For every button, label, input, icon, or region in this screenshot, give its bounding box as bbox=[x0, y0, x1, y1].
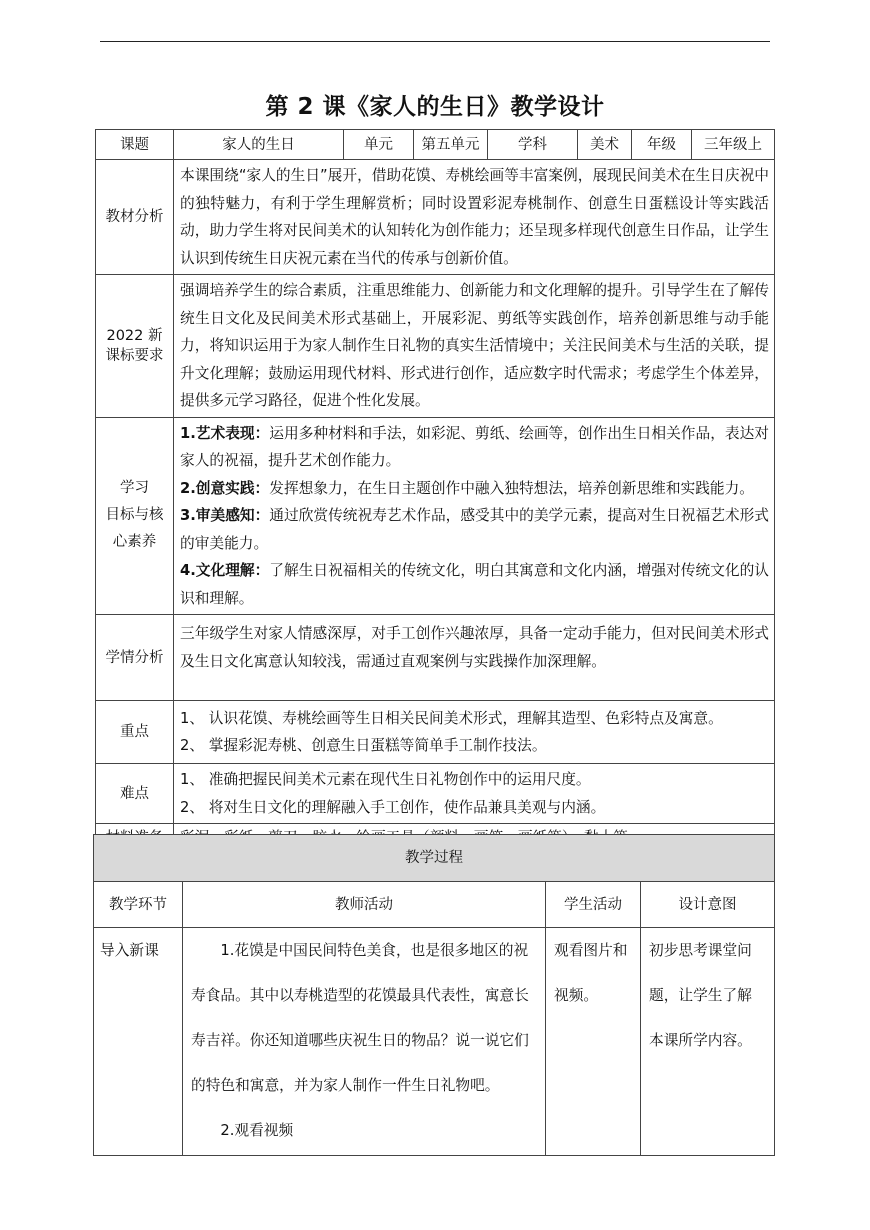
objective-body: 了解生日祝福相关的传统文化，明白其寓意和文化内涵，增强对传统文化的认识和理解。 bbox=[180, 562, 769, 607]
subject-value: 美术 bbox=[578, 130, 632, 160]
key-points-label: 重点 bbox=[96, 701, 174, 764]
material-analysis-label: 教材分析 bbox=[96, 160, 174, 275]
key-points-text bbox=[174, 701, 775, 764]
objective-body: 通过欣赏传统祝寿艺术作品，感受其中的美学元素，提高对生日祝福艺术形式的审美能力。 bbox=[180, 507, 769, 552]
curriculum-label-line2: 课标要求 bbox=[105, 347, 164, 364]
objective-item bbox=[180, 420, 769, 475]
subject-label: 学科 bbox=[488, 130, 578, 160]
learner-analysis-text: 三年级学生对家人情感深厚，对手工创作兴趣浓厚，具备一定动手能力，但对民间美术形式及生日文化寓意认知较浅，需通过直观案例与实践操作加深理解。 bbox=[174, 615, 775, 701]
header-rule bbox=[100, 41, 770, 42]
header-row bbox=[96, 130, 775, 160]
student-activity-cell: 观看图片和视频。 bbox=[546, 928, 641, 1156]
curriculum-label bbox=[96, 275, 174, 418]
difficulties-text bbox=[174, 764, 775, 824]
unit-label: 单元 bbox=[344, 130, 414, 160]
difficulty-item: 1、 准确把握民间美术元素在现代生日礼物创作中的运用尺度。 bbox=[180, 771, 591, 788]
difficulty-item: 2、 将对生日文化的理解融入手工创作，使作品兼具美观与内涵。 bbox=[180, 798, 606, 816]
key-points-row bbox=[96, 701, 775, 764]
objectives-text bbox=[174, 417, 775, 615]
unit-value: 第五单元 bbox=[414, 130, 488, 160]
objective-head: 1.艺术表现： bbox=[180, 424, 270, 442]
teacher-activity-cell bbox=[183, 928, 546, 1156]
objective-item bbox=[180, 502, 769, 557]
objectives-label-line2: 目标与核 bbox=[105, 507, 164, 524]
key-point-item: 2、 掌握彩泥寿桃、创意生日蛋糕等简单手工制作技法。 bbox=[180, 737, 547, 754]
objectives-label bbox=[96, 417, 174, 615]
objective-item bbox=[180, 557, 769, 612]
objective-head: 3.审美感知： bbox=[180, 507, 270, 524]
objective-body: 发挥想象力，在生日主题创作中融入独特想法，培养创新思维和实践能力。 bbox=[269, 479, 754, 497]
objective-item bbox=[180, 475, 769, 503]
process-row bbox=[94, 928, 775, 1156]
topic-label: 课题 bbox=[96, 130, 174, 160]
objectives-label-line1: 学习 bbox=[120, 480, 149, 497]
curriculum-label-line1: 2022 新 bbox=[106, 327, 163, 344]
stage-cell: 导入新课 bbox=[94, 928, 183, 1156]
teaching-process-table bbox=[93, 834, 775, 1156]
objectives-label-line3: 心素养 bbox=[112, 534, 157, 551]
objective-head: 2.创意实践： bbox=[180, 479, 270, 497]
process-columns-row bbox=[94, 882, 775, 928]
material-analysis-row bbox=[96, 160, 775, 275]
teacher-paragraph: 1.花馍是中国民间特色美食，也是很多地区的祝寿食品。其中以寿桃造型的花馍最具代表性，寓意长寿吉祥。你还知道哪些庆祝生日的物品？说一说它们的特色和寓意，并为家人制作一件生日礼物吧。 bbox=[191, 942, 529, 1094]
learner-analysis-row bbox=[96, 615, 775, 701]
lesson-info-table bbox=[95, 129, 775, 852]
topic-value: 家人的生日 bbox=[174, 130, 344, 160]
page-title: 第 2 课《家人的生日》教学设计 bbox=[265, 94, 605, 120]
objective-body: 运用多种材料和手法，如彩泥、剪纸、绘画等，创作出生日相关作品，表达对家人的祝福，提升艺术创作能力。 bbox=[180, 424, 769, 469]
grade-label: 年级 bbox=[632, 130, 692, 160]
curriculum-row bbox=[96, 275, 775, 418]
grade-value: 三年级上 bbox=[692, 130, 775, 160]
difficulties-label: 难点 bbox=[96, 764, 174, 824]
process-header-row bbox=[94, 835, 775, 882]
design-intent-cell: 初步思考课堂问题，让学生了解本课所学内容。 bbox=[641, 928, 775, 1156]
column-intent: 设计意图 bbox=[641, 882, 775, 928]
key-point-item: 1、 认识花馍、寿桃绘画等生日相关民间美术形式，理解其造型、色彩特点及寓意。 bbox=[180, 709, 723, 727]
material-analysis-text: 本课围绕“家人的生日”展开，借助花馍、寿桃绘画等丰富案例，展现民间美术在生日庆祝中的独特魅力，有利于学生理解赏析；同时设置彩泥寿桃制作、创意生日蛋糕设计等实践活动，助力学生将对民间美术的认知转化为创作能力；还呈现多样现代创意生日作品，让学生认识到传统生日庆祝元素在当代的传承与创新价值。 bbox=[174, 160, 775, 275]
column-stage: 教学环节 bbox=[94, 882, 183, 928]
column-teacher: 教师活动 bbox=[183, 882, 546, 928]
process-header: 教学过程 bbox=[94, 835, 775, 882]
column-student: 学生活动 bbox=[546, 882, 641, 928]
teacher-paragraph: 2.观看视频 bbox=[220, 1122, 294, 1139]
objective-head: 4.文化理解： bbox=[180, 562, 270, 579]
curriculum-text: 强调培养学生的综合素质，注重思维能力、创新能力和文化理解的提升。引导学生在了解传统生日文化及民间美术形式基础上，开展彩泥、剪纸等实践创作，培养创新思维与动手能力，将知识运用于为家人制作生日礼物的真实生活情境中；关注民间美术与生活的关联，提升文化理解；鼓励运用现代材料、形式进行创作，适应数字时代需求；考虑学生个体差异，提供多元学习路径，促进个性化发展。 bbox=[174, 275, 775, 418]
learner-analysis-label: 学情分析 bbox=[96, 615, 174, 701]
objectives-row bbox=[96, 417, 775, 615]
difficulties-row bbox=[96, 764, 775, 824]
